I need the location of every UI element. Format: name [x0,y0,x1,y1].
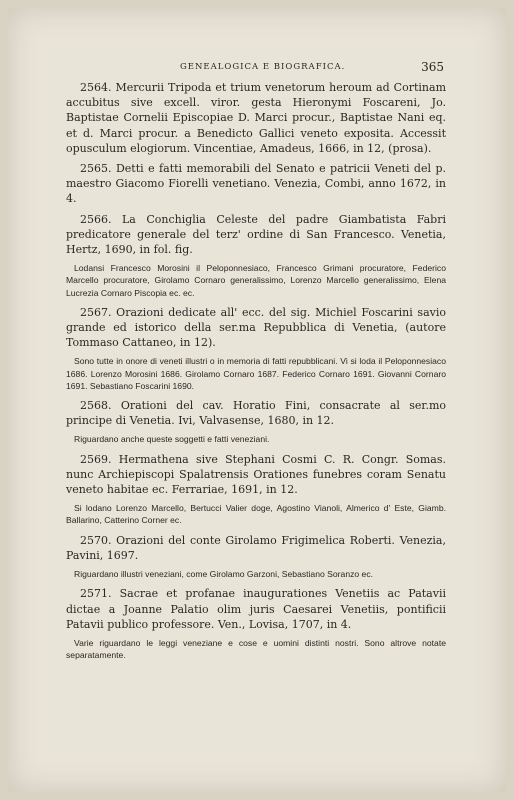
entry-note-2569: Si lodano Lorenzo Marcello, Bertucci Valier doge, Agostino Vianoli, Almerico d' Este, Giamb. Ballarino, Catterino Corner ec. [66,503,446,526]
catalog-entry-2566: 2566. La Conchiglia Celeste del padre Giambatista Fabri predicatore generale del terz' ordine di San Francesco. Venetia, Hertz, 1690, in fol. fig. [66,212,446,257]
entry-note-2570: Riguardano illustri veneziani, come Girolamo Garzoni, Sebastiano Soranzo ec. [74,569,374,580]
catalog-entry-2569: 2569. Hermathena sive Stephani Cosmi C. R. Congr. Somas. nunc Archiepiscopi Spalatrensis Orationes funebres coram Senatu veneto habitae ec. Ferrariae, 1691, in 12. [66,452,446,497]
page-header [8,60,506,80]
entry-note-2566: Lodansi Francesco Morosini il Peloponnesiaco, Francesco Grimani procuratore, Federico Marcello procuratore, Girolamo Cornaro generalissimo, Lorenzo Marcello generalissimo, Elena Lucrezia Cornaro Piscopia ec. ec. [66,263,446,298]
catalog-entry-2567: 2567. Orazioni dedicate all' ecc. del sig. Michiel Foscarini savio grande ed istorico della ser.ma Repubblica di Venetia, (autore Tommaso Cattaneo, in 12). [66,305,446,350]
catalog-entry-2571: 2571. Sacrae et profanae inaugurationes Venetiis ac Patavii dictae a Joanne Palatio olim juris Caesarei Venetiis, pontificii Patavii publico professore. Ven., Lovisa, 1707, in 4. [66,587,446,631]
entry-note-2571: Varie riguardano le leggi veneziane e cose e uomini distinti nostri. Sono altrove notate separatamente. [66,637,446,661]
entry-note-2568: Riguardano anche queste soggetti e fatti veneziani. [74,434,270,445]
catalog-entry-2564: 2564. Mercurii Tripoda et trium venetorum heroum ad Cortinam accubitus sive excell. viror. gesta Hieronymi Foscareni, Jo. Baptistae Cornelii Episcopiae D. Marci procur., Baptistae Nani eq. et d. Marci procur. a Benedicto Gallici veneto exposita. Accessit opusculum elogiorum. Vincentiae, Amadeus, 1666, in 12, (prosa). [66,81,446,155]
catalog-entry-2568: 2568. Orationi del cav. Horatio Fini, consacrate al ser.mo principe di Venetia. Ivi, Valvasense, 1680, in 12. [66,399,446,428]
running-head: GENEALOGICA E BIOGRAFICA. [180,62,346,72]
page-number: 365 [421,60,444,74]
catalog-entry-2565: 2565. Detti e fatti memorabili del Senato e patricii Veneti del p. maestro Giacomo Fiorelli venetiano. Venezia, Combi, anno 1672, in 4. [66,162,446,206]
book-page [8,8,506,792]
entry-note-2567: Sono tutte in onore di veneti illustri o in memoria di fatti repubblicani. Vi si loda il Peloponnesiaco 1686. Lorenzo Morosini 1686. Girolamo Cornaro 1687. Federico Cornaro 1691. Giovanni Cornaro 1691. Sebastiano Foscarini 1690. [66,356,446,391]
page-body [66,80,446,667]
catalog-entry-2570: 2570. Orazioni del conte Girolamo Frigimelica Roberti. Venezia, Pavini, 1697. [66,533,446,562]
